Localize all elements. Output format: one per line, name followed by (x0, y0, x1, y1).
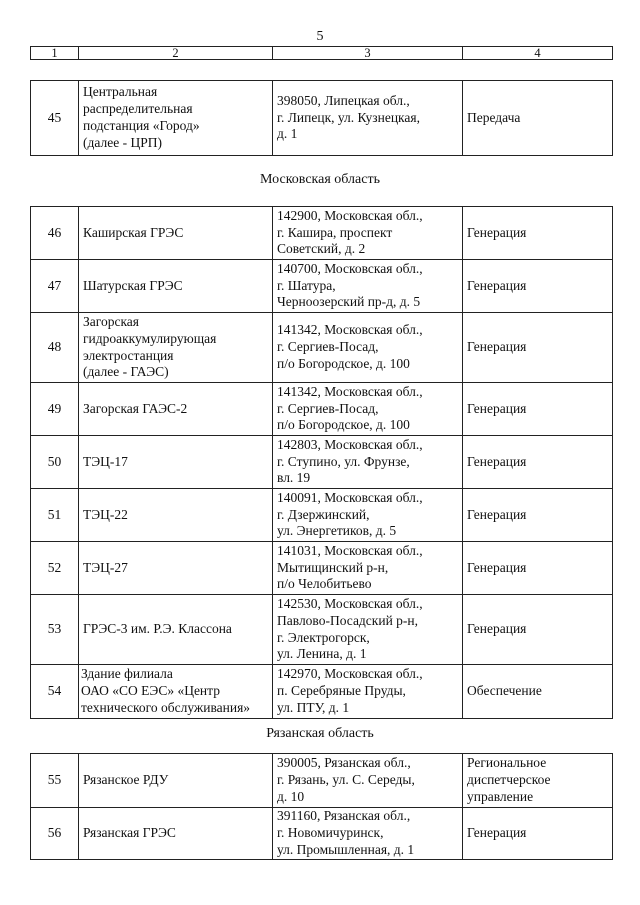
column-header-2: 2 (79, 47, 273, 60)
facility-address: 142970, Московская обл., п. Серебряные Пруды, ул. ПТУ, д. 1 (273, 665, 463, 719)
row-number: 45 (31, 81, 79, 156)
section-title-ryazan: Рязанская область (266, 726, 374, 741)
column-header-1: 1 (31, 47, 79, 60)
table-row (31, 489, 613, 542)
column-header-table (30, 46, 613, 60)
facility-name: ТЭЦ-17 (79, 436, 273, 489)
table-row (31, 207, 613, 260)
facility-address: 142900, Московская обл., г. Кашира, проспект Советский, д. 2 (273, 207, 463, 260)
facility-address: 390005, Рязанская обл., г. Рязань, ул. С. Середы, д. 10 (273, 754, 463, 808)
row-number: 52 (31, 542, 79, 595)
row-number: 51 (31, 489, 79, 542)
facility-function: Генерация (463, 207, 613, 260)
facility-function: Генерация (463, 542, 613, 595)
facility-address: 140700, Московская обл., г. Шатура, Черноозерский пр-д, д. 5 (273, 260, 463, 313)
table-row (31, 436, 613, 489)
facility-function: Передача (463, 81, 613, 156)
column-header-4: 4 (463, 47, 613, 60)
facility-table-moscow (30, 206, 613, 719)
row-number: 48 (31, 313, 79, 383)
facility-function: Генерация (463, 313, 613, 383)
table-row (31, 808, 613, 860)
facility-name: ТЭЦ-27 (79, 542, 273, 595)
table-row (31, 595, 613, 665)
row-number: 54 (31, 665, 79, 719)
facility-name: Центральная распределительная подстанция «Город» (далее - ЦРП) (79, 81, 273, 156)
facility-function: Генерация (463, 595, 613, 665)
facility-function: Генерация (463, 808, 613, 860)
table-row (31, 81, 613, 156)
column-header-row (31, 47, 613, 60)
facility-name: Здание филиала ОАО «СО ЕЭС» «Центр технического обслуживания» (79, 665, 273, 719)
facility-name: Каширская ГРЭС (79, 207, 273, 260)
facility-address: 141031, Московская обл., Мытищинский р-н, п/о Челобитьево (273, 542, 463, 595)
facility-function: Региональное диспетчерское управление (463, 754, 613, 808)
table-row (31, 383, 613, 436)
table-row (31, 260, 613, 313)
facility-function: Генерация (463, 260, 613, 313)
row-number: 49 (31, 383, 79, 436)
facility-address: 391160, Рязанская обл., г. Новомичуринск, ул. Промышленная, д. 1 (273, 808, 463, 860)
column-header-3: 3 (273, 47, 463, 60)
table-row (31, 665, 613, 719)
row-number: 53 (31, 595, 79, 665)
row-number: 47 (31, 260, 79, 313)
page-number: 5 (316, 29, 324, 44)
facility-name: ГРЭС-3 им. Р.Э. Классона (79, 595, 273, 665)
row-number: 50 (31, 436, 79, 489)
facility-function: Генерация (463, 383, 613, 436)
facility-table-ryazan (30, 753, 613, 860)
facility-function: Генерация (463, 489, 613, 542)
table-row (31, 754, 613, 808)
row-number: 46 (31, 207, 79, 260)
row-number: 55 (31, 754, 79, 808)
facility-name: Загорская ГАЭС-2 (79, 383, 273, 436)
facility-function: Обеспечение (463, 665, 613, 719)
facility-name: Рязанская ГРЭС (79, 808, 273, 860)
row-number: 56 (31, 808, 79, 860)
facility-function: Генерация (463, 436, 613, 489)
facility-name: Загорская гидроаккумулирующая электростанция (далее - ГАЭС) (79, 313, 273, 383)
facility-table-lipetsk (30, 80, 613, 156)
table-row (31, 313, 613, 383)
facility-address: 142803, Московская обл., г. Ступино, ул. Фрунзе, вл. 19 (273, 436, 463, 489)
section-title-moscow: Московская область (260, 172, 380, 187)
facility-address: 140091, Московская обл., г. Дзержинский, ул. Энергетиков, д. 5 (273, 489, 463, 542)
facility-name: ТЭЦ-22 (79, 489, 273, 542)
facility-address: 142530, Московская обл., Павлово-Посадский р-н, г. Электрогорск, ул. Ленина, д. 1 (273, 595, 463, 665)
facility-name: Шатурская ГРЭС (79, 260, 273, 313)
facility-address: 398050, Липецкая обл., г. Липецк, ул. Кузнецкая, д. 1 (273, 81, 463, 156)
facility-name: Рязанское РДУ (79, 754, 273, 808)
table-row (31, 542, 613, 595)
facility-address: 141342, Московская обл., г. Сергиев-Посад, п/о Богородское, д. 100 (273, 383, 463, 436)
facility-address: 141342, Московская обл., г. Сергиев-Посад, п/о Богородское, д. 100 (273, 313, 463, 383)
